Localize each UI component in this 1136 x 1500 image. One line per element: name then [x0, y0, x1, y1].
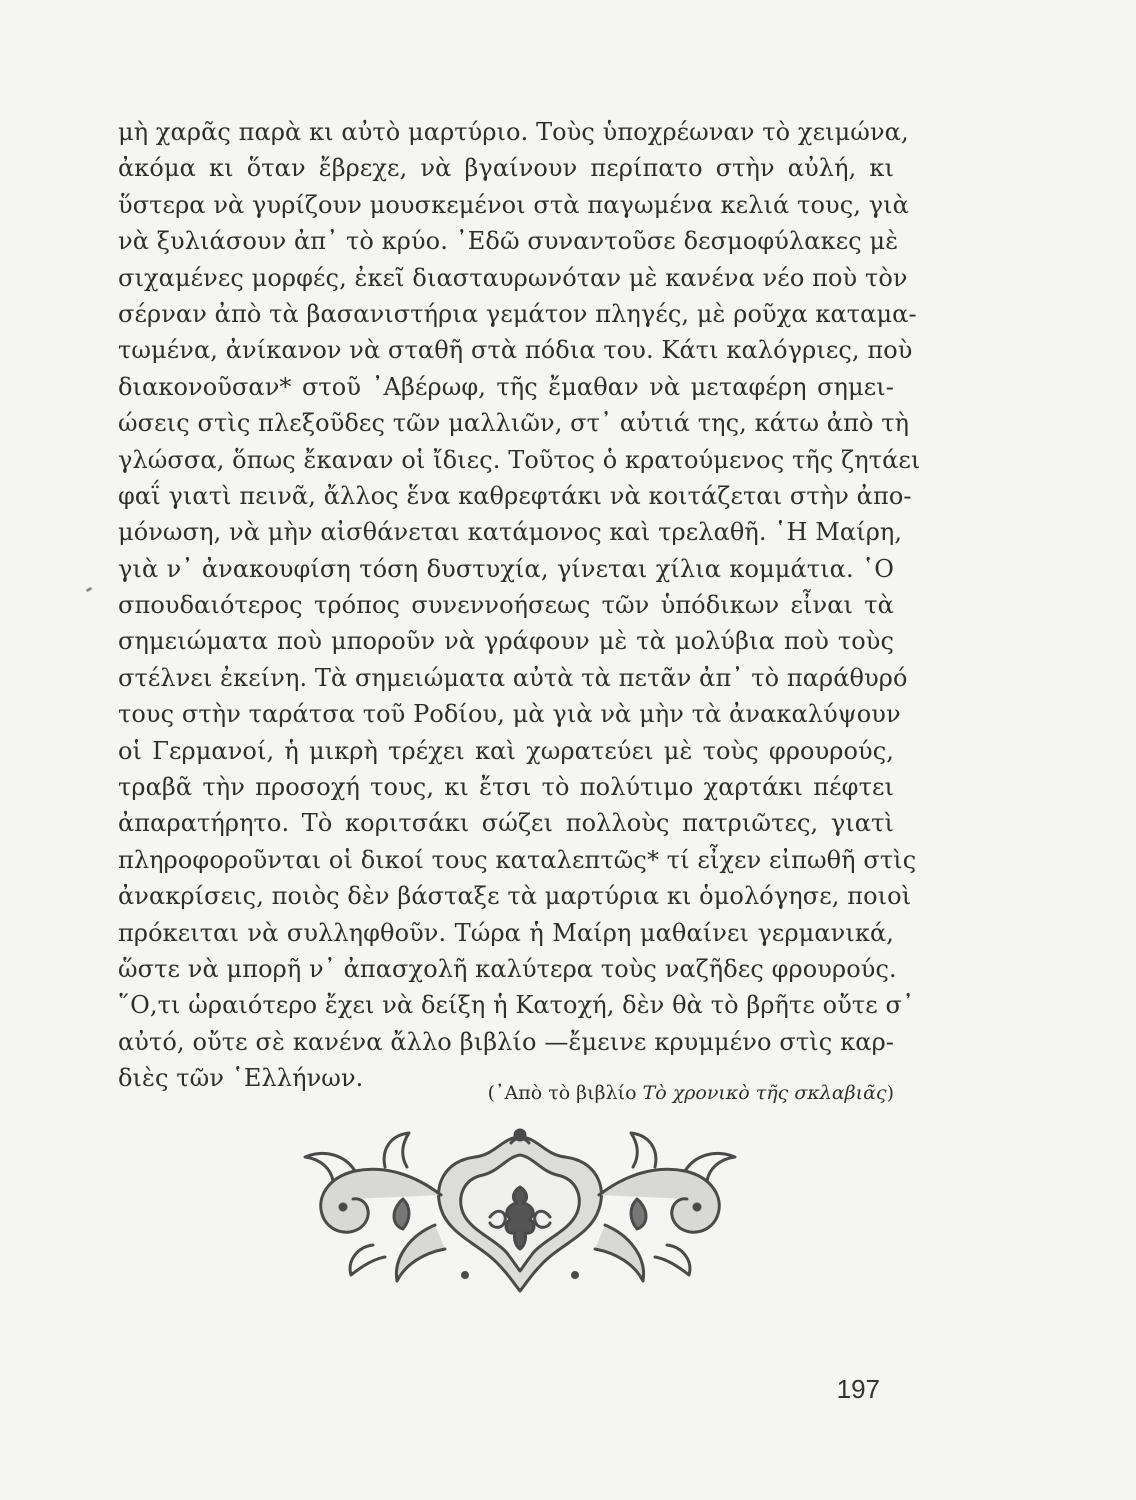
text-line: ώσεις στὶς πλεξοῦδες τῶν μαλλιῶν, στ᾽ αὐτιά της, κάτω ἀπὸ τὴ: [118, 409, 910, 438]
page-number: 197: [836, 1374, 880, 1404]
text-line: μόνωση, νὰ μὴν αἰσθάνεται κατάμονος καὶ τρελαθῆ. ῾Η Μαίρη,: [118, 518, 903, 547]
text-line: γιὰ ν᾽ ἀνακουφίση τόση δυστυχία, γίνεται χίλια κομμάτια. ῾Ο: [118, 554, 894, 583]
text-line: πληροφοροῦνται οἱ δικοί τους καταλεπτῶς* τί εἶχεν εἰπωθῆ στὶς: [118, 845, 917, 874]
text-line: γλώσσα, ὅπως ἔκαναν οἱ ἴδιες. Τοῦτος ὁ κρατούμενος τῆς ζητάει: [118, 445, 921, 474]
text-line: τραβᾶ τὴν προσοχή τους, κι ἔτσι τὸ πολύτιμο χαρτάκι πέφτει: [118, 773, 894, 802]
body-text: [118, 114, 921, 1097]
text-line: τωμένα, ἀνίκανον νὰ σταθῆ στὰ πόδια του. Κάτι καλόγριες, ποὺ: [118, 336, 913, 365]
text-line: διακονοῦσαν* στοῦ ᾽Αβέρωφ, τῆς ἔμαθαν νὰ μεταφέρη σημει-: [118, 372, 894, 401]
text-line: οἱ Γερμανοί, ἡ μικρὴ τρέχει καὶ χωρατεύει μὲ τοὺς φρουρούς,: [118, 736, 894, 765]
source-citation: [430, 1082, 894, 1104]
text-line: σέρναν ἀπὸ τὰ βασανιστήρια γεμάτον πληγές, μὲ ροῦχα καταμα-: [118, 299, 917, 328]
text-line: ἀκόμα κι ὅταν ἔβρεχε, νὰ βγαίνουν περίπατο στὴν αὐλή, κι: [118, 154, 894, 183]
arabesque-ornament-icon: [285, 1125, 755, 1295]
text-line: σιχαμένες μορφές, ἐκεῖ διασταυρωνόταν μὲ κανένα νέο ποὺ τὸν: [118, 263, 908, 292]
text-line: ῞Ο,τι ὡραιότερο ἔχει νὰ δείξη ἡ Κατοχή, δὲν θὰ τὸ βρῆτε οὔτε σ᾽: [118, 991, 915, 1020]
text-line: ἀπαρατήρητο. Τὸ κοριτσάκι σώζει πολλοὺς πατριῶτες, γιατὶ: [118, 809, 894, 838]
text-line: ἀνακρίσεις, ποιὸς δὲν βάσταξε τὰ μαρτύρια κι ὁμολόγησε, ποιοὶ: [118, 882, 912, 911]
source-book-title: Τὸ χρονικὸ τῆς σκλαβιᾶς: [642, 1082, 887, 1104]
text-line: πρόκειται νὰ συλληφθοῦν. Τώρα ἡ Μαίρη μαθαίνει γερμανικά,: [118, 918, 894, 947]
text-line: αὐτό, οὔτε σὲ κανένα ἄλλο βιβλίο —ἔμεινε κρυμμένο στὶς καρ-: [118, 1027, 894, 1056]
text-line-last: διὲς τῶν ῾Ελλήνων.: [118, 1064, 364, 1093]
text-line: ὕστερα νὰ γυρίζουν μουσκεμένοι στὰ παγωμένα κελιά τους, γιὰ: [118, 190, 909, 219]
source-suffix: ): [886, 1082, 894, 1104]
text-line: μὴ χαρᾶς παρὰ κι αὐτὸ μαρτύριο. Τοὺς ὑποχρέωναν τὸ χειμώνα,: [118, 118, 909, 146]
text-line: σημειώματα ποὺ μποροῦν νὰ γράφουν μὲ τὰ μολύβια ποὺ τοὺς: [118, 627, 894, 656]
source-prefix: (᾽Απὸ τὸ βιβλίο: [487, 1082, 643, 1104]
text-line: νὰ ξυλιάσουν ἀπ᾽ τὸ κρύο. ᾽Εδῶ συναντοῦσε δεσμοφύλακες μὲ: [118, 227, 899, 256]
text-line: σπουδαιότερος τρόπος συνεννοήσεως τῶν ὑπόδικων εἶναι τὰ: [118, 591, 894, 620]
text-line: ὥστε νὰ μπορῆ ν᾽ ἀπασχολῆ καλύτερα τοὺς ναζῆδες φρουρούς.: [118, 954, 897, 983]
text-line: στέλνει ἐκείνη. Τὰ σημειώματα αὐτὰ τὰ πετᾶν ἀπ᾽ τὸ παράθυρό: [118, 663, 908, 692]
text-line: τους στὴν ταράτσα τοῦ Ροδίου, μὰ γιὰ νὰ μὴν τὰ ἀνακαλύψουν: [118, 700, 901, 729]
ink-speck: [86, 587, 93, 593]
text-line: φαΐ γιατὶ πεινᾶ, ἄλλος ἕνα καθρεφτάκι νὰ κοιτάζεται στὴν ἀπο-: [118, 481, 912, 510]
